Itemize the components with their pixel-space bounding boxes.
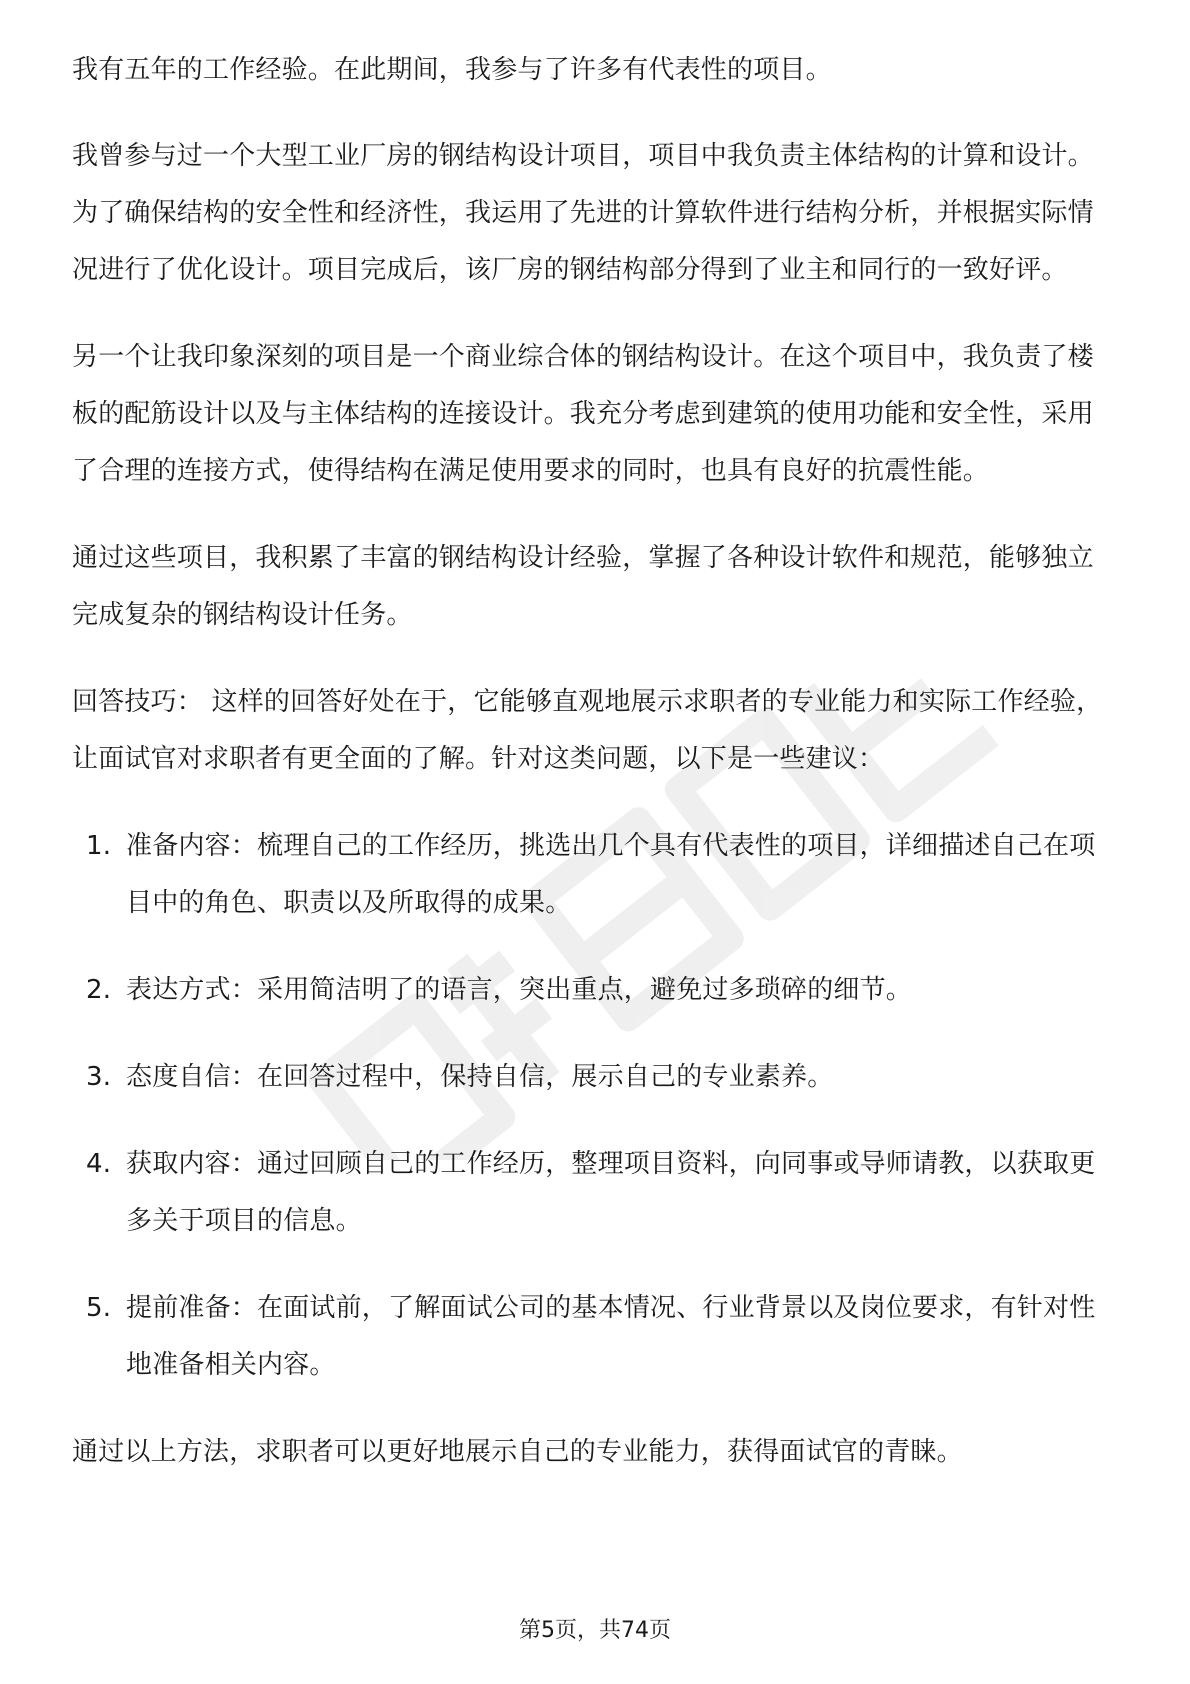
paragraph-closing: 通过以上方法，求职者可以更好地展示自己的专业能力，获得面试官的青睐。 [72, 1437, 963, 1467]
paragraph-project-1: 我曾参与过一个大型工业厂房的钢结构设计项目，项目中我负责主体结构的计算和设计。为了确保结构的安全性和经济性，我运用了先进的计算软件进行结构分析，并根据实际情况进行了优化设计。项目完成后，该厂房的钢结构部分得到了业主和同行的一致好评。 [72, 141, 1094, 285]
paragraph-project-2: 另一个让我印象深刻的项目是一个商业综合体的钢结构设计。在这个项目中，我负责了楼板的配筋设计以及与主体结构的连接设计。我充分考虑到建筑的使用功能和安全性，采用了合理的连接方式，使得结构在满足使用要求的同时，也具有良好的抗震性能。 [72, 342, 1094, 486]
list-item [72, 818, 1118, 932]
list-number: 2. [86, 975, 112, 1005]
document-body [72, 42, 1118, 1511]
list-number: 1. [86, 831, 112, 861]
list-item-text: 获取内容：通过回顾自己的工作经历，整理项目资料，向同事或导师请教，以获取更多关于项目的信息。 [126, 1149, 1096, 1236]
list-item [72, 1280, 1118, 1394]
list-item-text: 提前准备：在面试前，了解面试公司的基本情况、行业背景以及岗位要求，有针对性地准备相关内容。 [126, 1293, 1096, 1380]
list-number: 5. [86, 1293, 112, 1323]
paragraph-intro: 我有五年的工作经验。在此期间，我参与了许多有代表性的项目。 [72, 55, 832, 85]
list-number: 4. [86, 1149, 112, 1179]
list-number: 3. [86, 1062, 112, 1092]
list-item [72, 962, 1118, 1019]
page-number-footer: 第5页，共74页 [519, 1618, 671, 1643]
paragraph-summary: 通过这些项目，我积累了丰富的钢结构设计经验，掌握了各种设计软件和规范，能够独立完成复杂的钢结构设计任务。 [72, 543, 1094, 630]
tips-list [72, 818, 1118, 1394]
list-item-text: 态度自信：在回答过程中，保持自信，展示自己的专业素养。 [126, 1062, 834, 1092]
list-item [72, 1049, 1118, 1106]
paragraph-answer-tips: 回答技巧： 这样的回答好处在于，它能够直观地展示求职者的专业能力和实际工作经验，让面试官对求职者有更全面的了解。针对这类问题，以下是一些建议： [72, 687, 1103, 774]
list-item [72, 1136, 1118, 1250]
list-item-text: 准备内容：梳理自己的工作经历，挑选出几个具有代表性的项目，详细描述自己在项目中的角色、职责以及所取得的成果。 [126, 831, 1096, 918]
list-item-text: 表达方式：采用简洁明了的语言，突出重点，避免过多琐碎的细节。 [126, 975, 913, 1005]
